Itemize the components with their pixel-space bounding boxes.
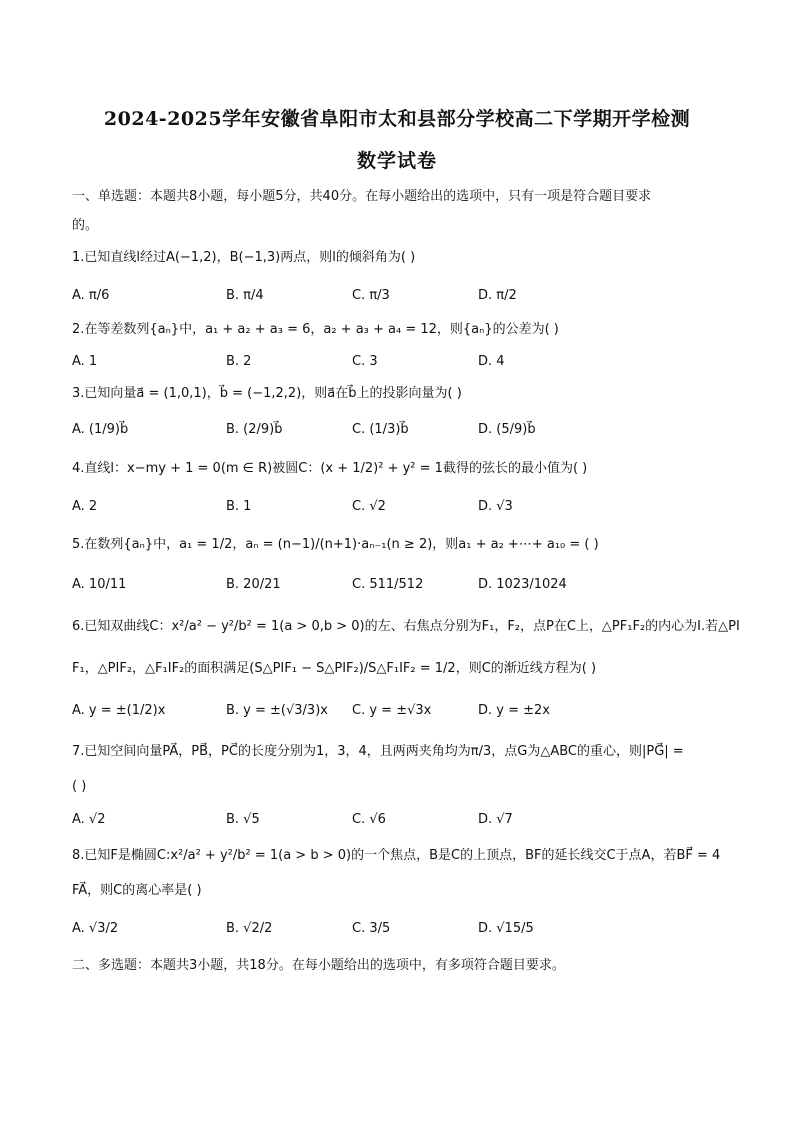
question-3-option-c: C. (1/3)b⃗ <box>352 422 409 437</box>
section1-instructions-cont: 的。 <box>72 218 99 233</box>
question-1-option-c: C. π/3 <box>352 288 390 303</box>
question-1-option-d: D. π/2 <box>478 288 517 303</box>
question-6-option-a: A. y = ±(1/2)x <box>72 703 166 718</box>
question-6-stem: 6.已知双曲线C：x²/a² − y²/b² = 1(a > 0,b > 0)的左、右焦点分别为F₁，F₂，点P在C上，△PF₁F₂的内心为I.若△PI <box>72 619 740 634</box>
question-6-option-d: D. y = ±2x <box>478 703 550 718</box>
question-3-option-d: D. (5/9)b⃗ <box>478 422 536 437</box>
question-6-stem-cont: F₁，△PIF₂，△F₁IF₂的面积满足(S△PIF₁ − S△PIF₂)/S△F₁IF₂ = 1/2，则C的渐近线方程为( ) <box>72 661 597 676</box>
question-5-option-c: C. 511/512 <box>352 577 424 592</box>
question-2-stem: 2.在等差数列{aₙ}中，a₁ + a₂ + a₃ = 6，a₂ + a₃ + a₄ = 12，则{aₙ}的公差为( ) <box>72 322 559 337</box>
question-4-stem: 4.直线l：x−my + 1 = 0(m ∈ R)被圆C：(x + 1/2)² + y² = 1截得的弦长的最小值为( ) <box>72 461 588 476</box>
question-2-option-b: B. 2 <box>226 354 252 369</box>
question-7-option-c: C. √6 <box>352 812 386 827</box>
question-4-option-a: A. 2 <box>72 499 98 514</box>
question-8-option-c: C. 3/5 <box>352 921 391 936</box>
question-4-option-b: B. 1 <box>226 499 252 514</box>
question-6-option-b: B. y = ±(√3/3)x <box>226 703 328 718</box>
question-4-option-c: C. √2 <box>352 499 386 514</box>
question-8-stem: 8.已知F是椭圆C:x²/a² + y²/b² = 1(a > b > 0)的一个焦点，B是C的上顶点，BF的延长线交C于点A，若BF⃗ = 4 <box>72 848 721 863</box>
question-1-option-a: A. π/6 <box>72 288 110 303</box>
question-8-option-d: D. √15/5 <box>478 921 534 936</box>
question-2-option-d: D. 4 <box>478 354 505 369</box>
question-3-option-b: B. (2/9)b⃗ <box>226 422 283 437</box>
page-title: 2024-2025学年安徽省阜阳市太和县部分学校高二下学期开学检测 <box>103 108 691 130</box>
question-2-option-a: A. 1 <box>72 354 98 369</box>
question-8-option-a: A. √3/2 <box>72 921 119 936</box>
question-7-option-b: B. √5 <box>226 812 260 827</box>
question-5-stem: 5.在数列{aₙ}中，a₁ = 1/2，aₙ = (n−1)/(n+1)·aₙ₋₁(n ≥ 2)，则a₁ + a₂ +⋯+ a₁₀ = ( ) <box>72 537 599 552</box>
question-8-stem-cont: FA⃗，则C的离心率是( ) <box>72 883 202 898</box>
section2-instructions: 二、多选题：本题共3小题，共18分。在每小题给出的选项中，有多项符合题目要求。 <box>72 958 565 973</box>
question-1-option-b: B. π/4 <box>226 288 264 303</box>
section1-instructions: 一、单选题：本题共8小题，每小题5分，共40分。在每小题给出的选项中，只有一项是符合题目要求 <box>72 189 652 204</box>
question-8-option-b: B. √2/2 <box>226 921 273 936</box>
page-subtitle: 数学试卷 <box>356 150 437 172</box>
question-5-option-a: A. 10/11 <box>72 577 127 592</box>
question-1-stem: 1.已知直线l经过A(−1,2)，B(−1,3)两点，则l的倾斜角为( ) <box>72 250 416 265</box>
question-4-option-d: D. √3 <box>478 499 513 514</box>
question-7-stem: 7.已知空间向量PA⃗，PB⃗，PC⃗的长度分别为1，3，4，且两两夹角均为π/3，点G为△ABC的重心，则|PG⃗| = <box>72 744 684 759</box>
question-7-stem-cont: ( ) <box>72 779 87 794</box>
question-2-option-c: C. 3 <box>352 354 378 369</box>
question-5-option-b: B. 20/21 <box>226 577 281 592</box>
question-7-option-d: D. √7 <box>478 812 513 827</box>
question-3-option-a: A. (1/9)b⃗ <box>72 422 129 437</box>
question-5-option-d: D. 1023/1024 <box>478 577 567 592</box>
question-3-stem: 3.已知向量a⃗ = (1,0,1)，b⃗ = (−1,2,2)，则a⃗在b⃗上的投影向量为( ) <box>72 386 462 401</box>
question-6-option-c: C. y = ±√3x <box>352 703 432 718</box>
question-7-option-a: A. √2 <box>72 812 106 827</box>
